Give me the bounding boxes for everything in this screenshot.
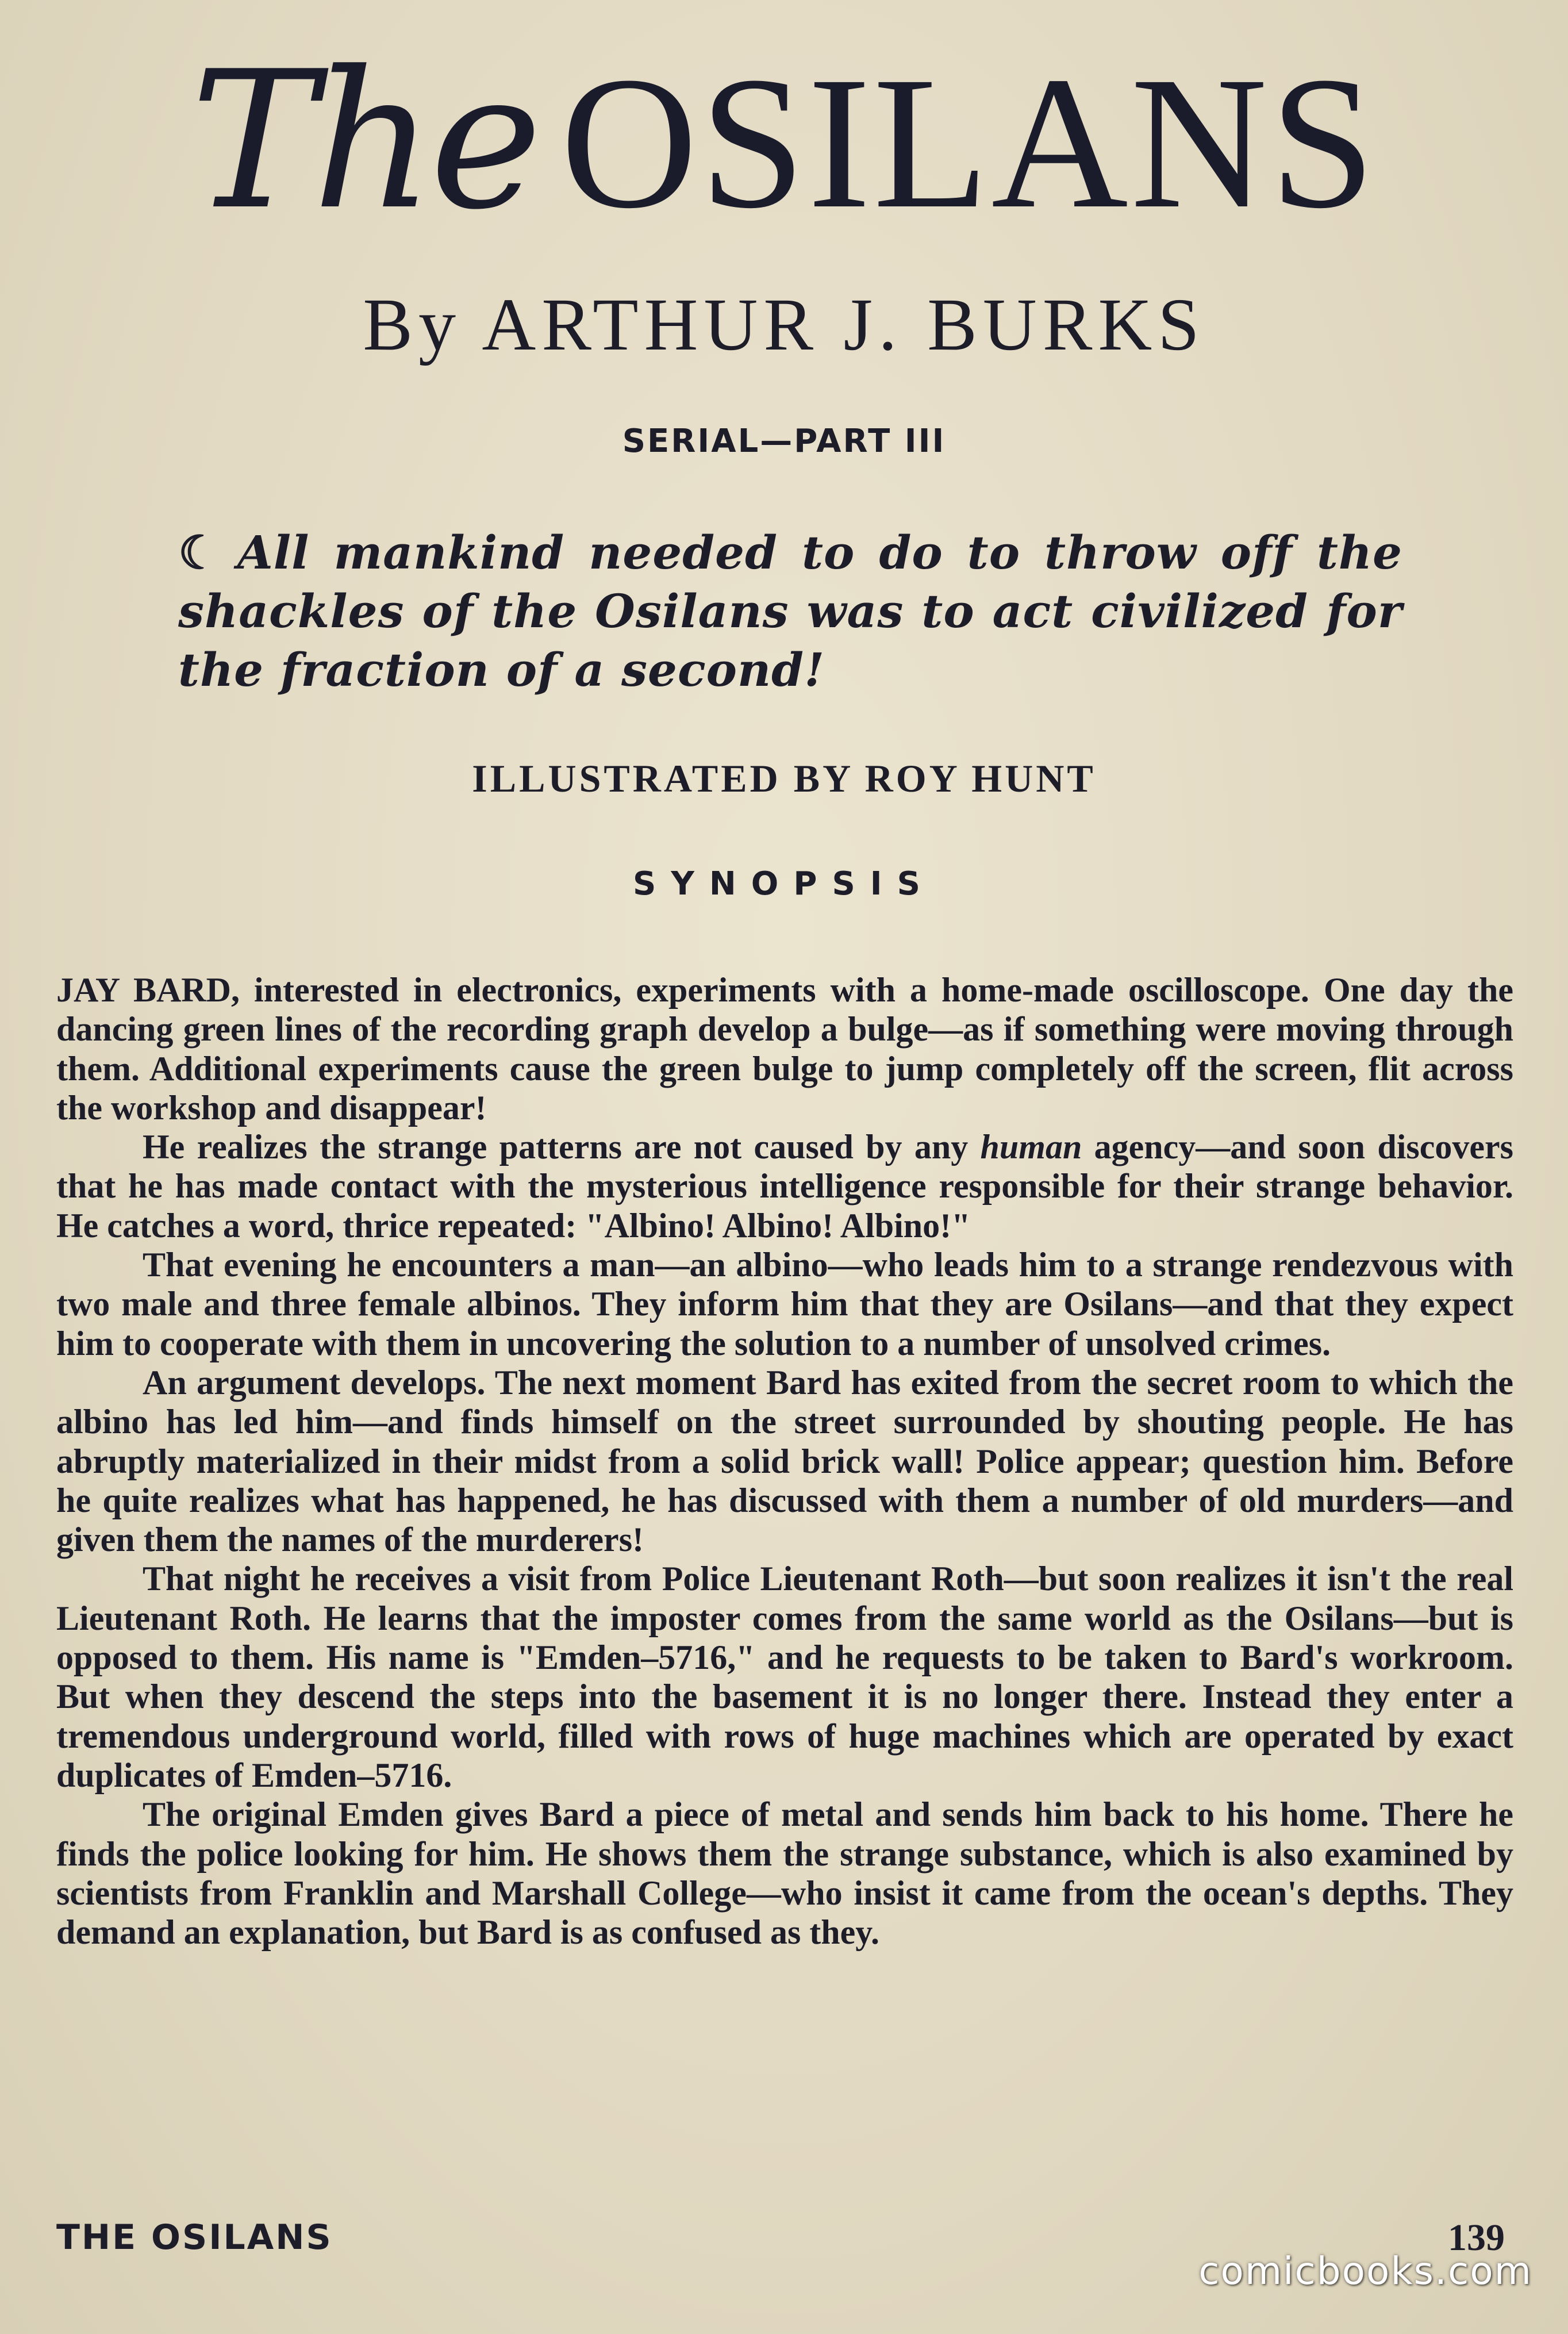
author-byline: By ARTHUR J. BURKS bbox=[363, 283, 1205, 366]
synopsis-paragraph: The original Emden gives Bard a piece of metal and sends him back to his home. There he finds the police looking for him. He shows them the strange substance, which is also examined by scientists from Franklin and Marshall College—who insist it came from the ocean's depths. They demand an explanation, but Bard is as confused as they. bbox=[56, 1795, 1513, 1952]
synopsis-paragraph: That evening he encounters a man—an albino—who leads him to a strange rendezvous with two male and three female albinos. They inform him that they are Osilans—and that they expect him to cooperate with them in uncovering the solution to a number of unsolved crimes. bbox=[56, 1246, 1513, 1362]
serial-part-label: SERIAL—PART III bbox=[622, 423, 946, 460]
synopsis-paragraph bbox=[56, 970, 1513, 1127]
synopsis-paragraph bbox=[56, 1127, 1513, 1245]
crescent-icon: ☾ bbox=[178, 525, 220, 579]
page-number: 139 bbox=[1448, 2217, 1505, 2259]
synopsis-paragraph: That night he receives a visit from Police Lieutenant Roth—but soon realizes it isn't the real Lieutenant Roth. He learns that the imposter comes from the same world as the Osilans—but is opposed to them. His name is "Emden–5716," and he requests to be taken to Bard's workroom. But when they descend the steps into the basement it is no longer there. Instead they enter a tremendous underground world, filled with rows of huge machines which are operated by exact duplicates of Emden–5716. bbox=[56, 1560, 1513, 1794]
blurb-text: All mankind needed to do to throw off the shackles of the Osilans was to act civilized for the fraction of a second! bbox=[178, 525, 1402, 697]
title-main: OSILANS bbox=[560, 38, 1378, 248]
synopsis-paragraph: An argument develops. The next moment Bard has exited from the secret room to which the albino has led him—and finds himself on the street surrounded by shouting people. He has abruptly materialized in their midst from a solid brick wall! Police appear; question him. Before he quite realizes what has happened, he has discussed with them a number of old murders—and given them the names of the murderers! bbox=[56, 1363, 1513, 1559]
running-title: THE OSILANS bbox=[56, 2217, 333, 2258]
emphasis-text: human bbox=[980, 1128, 1082, 1166]
title-the: The bbox=[190, 30, 538, 251]
site-watermark: comicbooks.com bbox=[1198, 2249, 1532, 2293]
paragraph-text: He realizes the strange patterns are not caused by any bbox=[143, 1128, 981, 1166]
paragraph-lead: JAY BARD, bbox=[56, 971, 240, 1009]
story-title bbox=[0, 30, 1568, 251]
synopsis-heading: SYNOPSIS bbox=[633, 865, 935, 903]
story-blurb bbox=[178, 523, 1402, 699]
paragraph-text: agency—and soon discovers that he has made contact with the mysterious intelligence responsible for their strange behavior. He catches a word, thrice repeated: "Albino! Albino! Albino!" bbox=[56, 1128, 1514, 1245]
synopsis-body bbox=[56, 970, 1513, 1952]
paragraph-text: interested in electronics, experiments with a home-made oscilloscope. One day the dancing green lines of the recording graph develop a bulge—as if something were moving through them. Additional experiments cause the green bulge to jump completely off the screen, flit across the workshop and disappear! bbox=[56, 971, 1513, 1127]
illustrator-credit: ILLUSTRATED BY ROY HUNT bbox=[472, 757, 1096, 800]
